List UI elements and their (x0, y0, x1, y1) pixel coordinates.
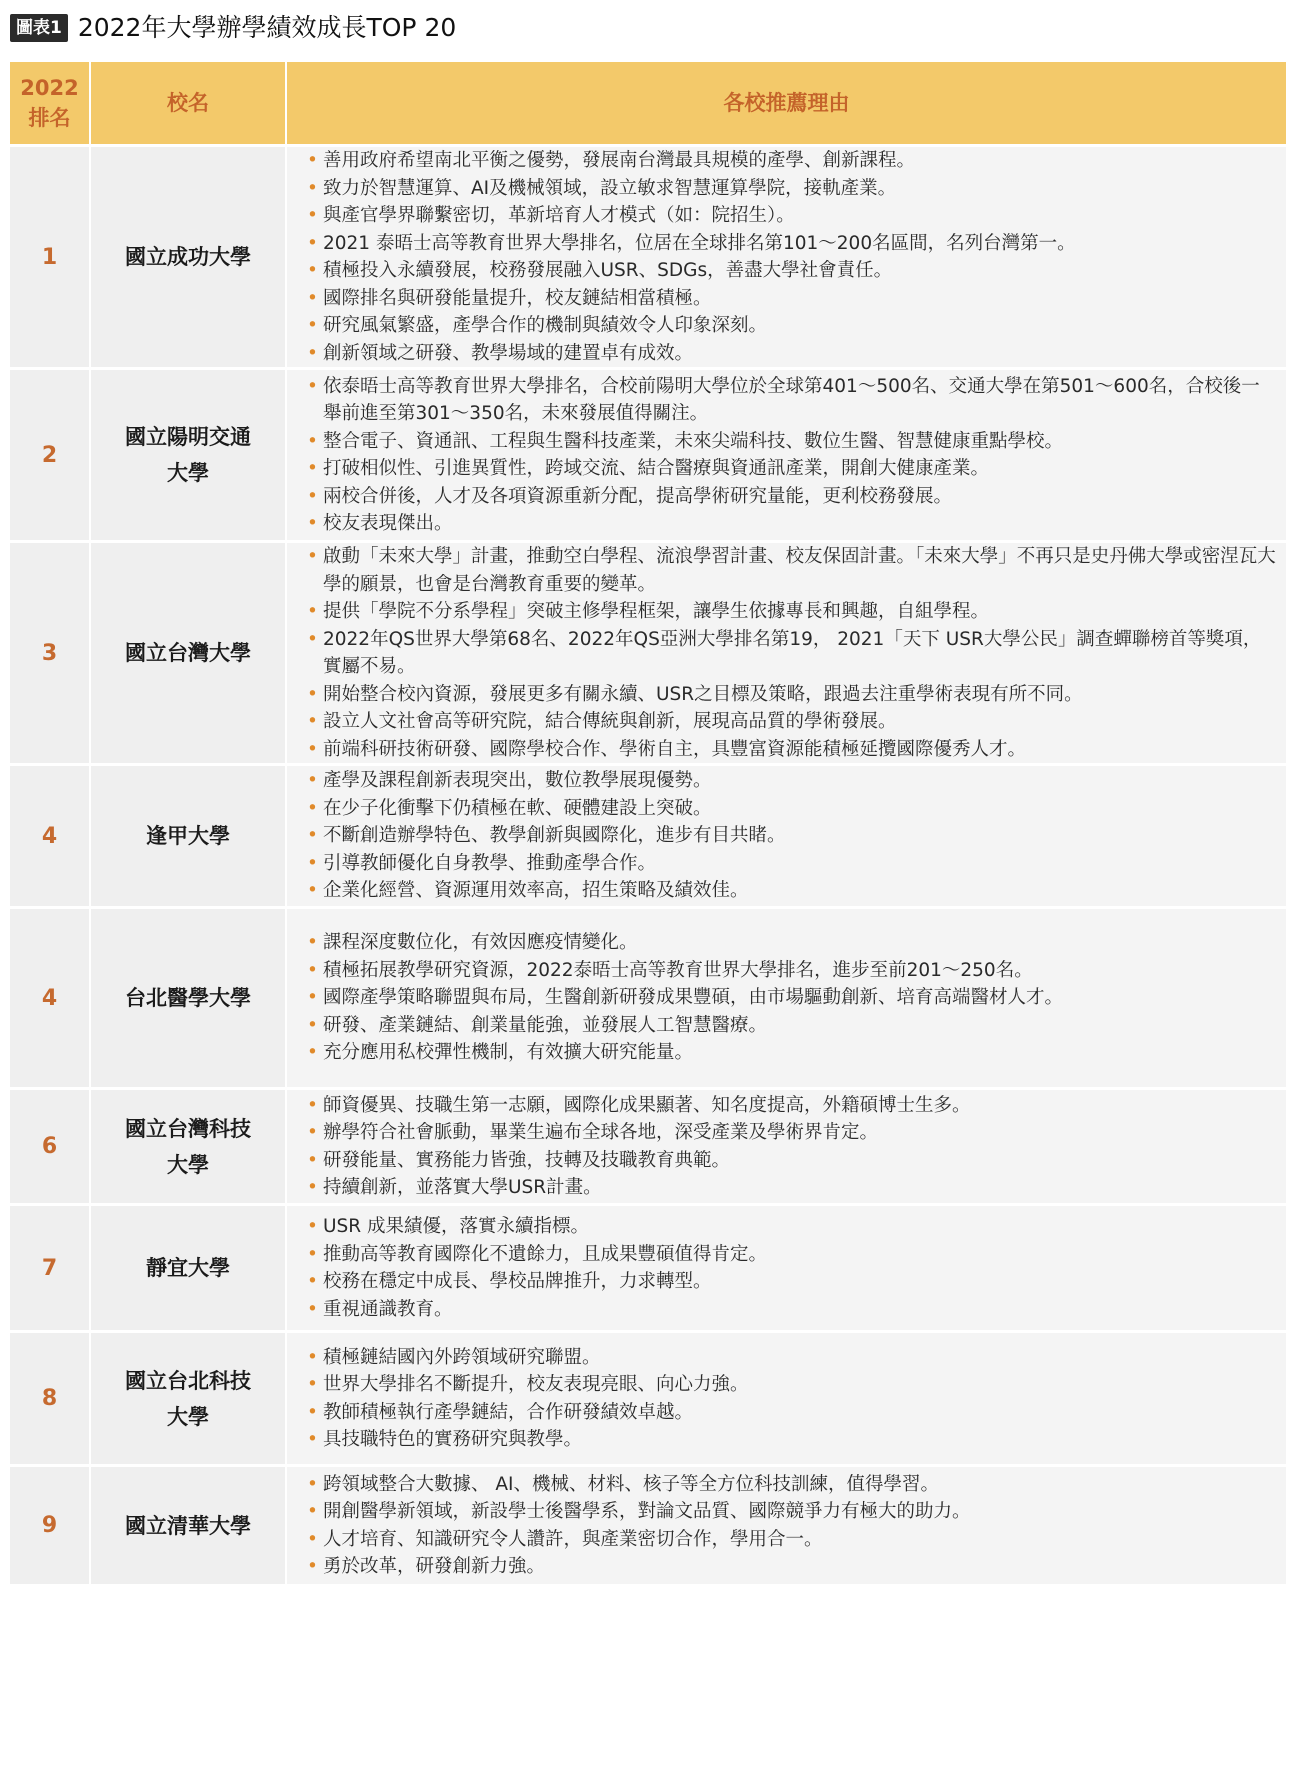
table-body (10, 146, 1286, 1586)
table-row (10, 1205, 1286, 1332)
reason-list (307, 767, 1276, 905)
reason-item: • 研究風氣繁盛，產學合作的機制與績效令人印象深刻。 (307, 312, 1276, 340)
column-header-reasons: 各校推薦理由 (286, 62, 1286, 146)
table-row (10, 369, 1286, 542)
reason-list (307, 543, 1276, 763)
school-name-cell: 國立清華大學 (90, 1466, 286, 1586)
school-name-cell: 國立陽明交通 大學 (90, 369, 286, 542)
reason-item: • 前端科研技術研發、國際學校合作、學術自主，具豐富資源能積極延攬國際優秀人才。 (307, 736, 1276, 764)
rank-cell: 1 (10, 146, 90, 369)
reasons-cell (286, 1466, 1286, 1586)
school-name-cell: 國立台灣科技 大學 (90, 1089, 286, 1205)
figure-title-bar (10, 10, 456, 46)
rank-cell: 8 (10, 1332, 90, 1466)
reason-item: • 開創醫學新領域，新設學士後醫學系，對論文品質、國際競爭力有極大的助力。 (307, 1498, 1276, 1526)
reason-item: • 國際產學策略聯盟與布局，生醫創新研發成果豐碩，由市場驅動創新、培育高端醫材人才。 (307, 984, 1276, 1012)
school-name-cell: 台北醫學大學 (90, 908, 286, 1089)
rank-cell: 9 (10, 1466, 90, 1586)
reason-item: • 致力於智慧運算、AI及機械領域，設立敏求智慧運算學院，接軌產業。 (307, 175, 1276, 203)
table-row (10, 1332, 1286, 1466)
reason-item: • 引導教師優化自身教學、推動產學合作。 (307, 850, 1276, 878)
table-header-row (10, 62, 1286, 146)
reason-item: • 設立人文社會高等研究院，結合傳統與創新，展現高品質的學術發展。 (307, 708, 1276, 736)
reasons-cell (286, 369, 1286, 542)
reason-item: • 師資優異、技職生第一志願，國際化成果顯著、知名度提高，外籍碩博士生多。 (307, 1092, 1276, 1120)
table-row (10, 1089, 1286, 1205)
reason-item: • 持續創新，並落實大學USR計畫。 (307, 1174, 1276, 1202)
reasons-cell (286, 1089, 1286, 1205)
reason-item: • 創新領域之研發、教學場域的建置卓有成效。 (307, 340, 1276, 368)
rank-cell: 4 (10, 908, 90, 1089)
reason-item: • 教師積極執行產學鏈結，合作研發績效卓越。 (307, 1399, 1276, 1427)
reason-item: • 開始整合校內資源，發展更多有關永續、USR之目標及策略，跟過去注重學術表現有所不同。 (307, 681, 1276, 709)
reason-item: • 產學及課程創新表現突出，數位教學展現優勢。 (307, 767, 1276, 795)
reason-item: • 重視通識教育。 (307, 1296, 1276, 1324)
reason-item: • 2021 泰晤士高等教育世界大學排名，位居在全球排名第101～200名區間，名列台灣第一。 (307, 230, 1276, 258)
rank-cell: 7 (10, 1205, 90, 1332)
column-header-school: 校名 (90, 62, 286, 146)
column-header-rank (10, 62, 90, 146)
reason-item: • 啟動「未來大學」計畫，推動空白學程、流浪學習計畫、校友保固計畫。「未來大學」不再只是史丹佛大學或密涅瓦大學的願景，也會是台灣教育重要的變革。 (307, 543, 1276, 598)
table-row (10, 542, 1286, 765)
school-name-cell: 國立成功大學 (90, 146, 286, 369)
ranking-table (10, 62, 1286, 1587)
figure-title: 2022年大學辦學績效成長TOP 20 (77, 13, 457, 42)
reason-item: • 提供「學院不分系學程」突破主修學程框架，讓學生依據專長和興趣，自組學程。 (307, 598, 1276, 626)
reason-item: • 研發能量、實務能力皆強，技轉及技職教育典範。 (307, 1147, 1276, 1175)
table-row (10, 1466, 1286, 1586)
reasons-cell (286, 146, 1286, 369)
reason-item: • 人才培育、知識研究令人讚許，與產業密切合作，學用合一。 (307, 1526, 1276, 1554)
reason-item: • 與產官學界聯繫密切，革新培育人才模式（如：院招生）。 (307, 202, 1276, 230)
reason-item: • 校務在穩定中成長、學校品牌推升，力求轉型。 (307, 1268, 1276, 1296)
reason-item: • 依泰晤士高等教育世界大學排名，合校前陽明大學位於全球第401～500名、交通大學在第501～600名，合校後一舉前進至第301～350名，未來發展值得關注。 (307, 373, 1276, 428)
reason-list (307, 929, 1276, 1067)
reason-item: • 充分應用私校彈性機制，有效擴大研究能量。 (307, 1039, 1276, 1067)
reason-item: • 辦學符合社會脈動，畢業生遍布全球各地，深受產業及學術界肯定。 (307, 1119, 1276, 1147)
table-row (10, 146, 1286, 369)
reason-item: • 在少子化衝擊下仍積極在軟、硬體建設上突破。 (307, 795, 1276, 823)
reason-item: • 勇於改革，研發創新力強。 (307, 1553, 1276, 1581)
reason-item: • 整合電子、資通訊、工程與生醫科技產業，未來尖端科技、數位生醫、智慧健康重點學校。 (307, 428, 1276, 456)
rank-cell: 4 (10, 765, 90, 908)
reasons-cell (286, 1332, 1286, 1466)
reasons-cell (286, 765, 1286, 908)
reason-item: • 2022年QS世界大學第68名、2022年QS亞洲大學排名第19， 2021「天下 USR大學公民」調查蟬聯榜首等獎項，實屬不易。 (307, 626, 1276, 681)
reason-list (307, 1092, 1276, 1202)
school-name-cell: 逢甲大學 (90, 765, 286, 908)
reason-list (307, 1213, 1276, 1323)
rank-cell: 3 (10, 542, 90, 765)
reason-item: • 研發、產業鏈結、創業量能強，並發展人工智慧醫療。 (307, 1012, 1276, 1040)
reason-item: • USR 成果績優，落實永續指標。 (307, 1213, 1276, 1241)
reason-item: • 不斷創造辦學特色、教學創新與國際化，進步有目共睹。 (307, 822, 1276, 850)
rank-cell: 6 (10, 1089, 90, 1205)
reason-item: • 具技職特色的實務研究與教學。 (307, 1426, 1276, 1454)
reason-item: • 推動高等教育國際化不遺餘力，且成果豐碩值得肯定。 (307, 1241, 1276, 1269)
school-name-cell: 國立台灣大學 (90, 542, 286, 765)
reason-item: • 積極鏈結國內外跨領域研究聯盟。 (307, 1344, 1276, 1372)
reason-item: • 企業化經營、資源運用效率高，招生策略及績效佳。 (307, 877, 1276, 905)
reason-item: • 兩校合併後，人才及各項資源重新分配，提高學術研究量能，更利校務發展。 (307, 483, 1276, 511)
reason-list (307, 147, 1276, 367)
table-row (10, 765, 1286, 908)
reasons-cell (286, 542, 1286, 765)
reason-item: • 校友表現傑出。 (307, 510, 1276, 538)
reason-item: • 國際排名與研發能量提升，校友鏈結相當積極。 (307, 285, 1276, 313)
school-name-cell: 靜宜大學 (90, 1205, 286, 1332)
reason-item: • 積極投入永續發展，校務發展融入USR、SDGs，善盡大學社會責任。 (307, 257, 1276, 285)
reason-item: • 跨領域整合大數據、 AI、機械、材料、核子等全方位科技訓練，值得學習。 (307, 1471, 1276, 1499)
reason-list (307, 1344, 1276, 1454)
reason-item: • 課程深度數位化，有效因應疫情變化。 (307, 929, 1276, 957)
reason-list (307, 1471, 1276, 1581)
reason-item: • 積極拓展教學研究資源，2022泰晤士高等教育世界大學排名，進步至前201～250名。 (307, 957, 1276, 985)
school-name-cell: 國立台北科技 大學 (90, 1332, 286, 1466)
column-header-rank-label: 2022 排名 (20, 76, 79, 130)
figure-badge: 圖表1 (10, 14, 68, 42)
reasons-cell (286, 1205, 1286, 1332)
reason-list (307, 373, 1276, 538)
reason-item: • 世界大學排名不斷提升，校友表現亮眼、向心力強。 (307, 1371, 1276, 1399)
reasons-cell (286, 908, 1286, 1089)
table-row (10, 908, 1286, 1089)
rank-cell: 2 (10, 369, 90, 542)
reason-item: • 打破相似性、引進異質性，跨域交流、結合醫療與資通訊產業，開創大健康產業。 (307, 455, 1276, 483)
reason-item: • 善用政府希望南北平衡之優勢，發展南台灣最具規模的產學、創新課程。 (307, 147, 1276, 175)
